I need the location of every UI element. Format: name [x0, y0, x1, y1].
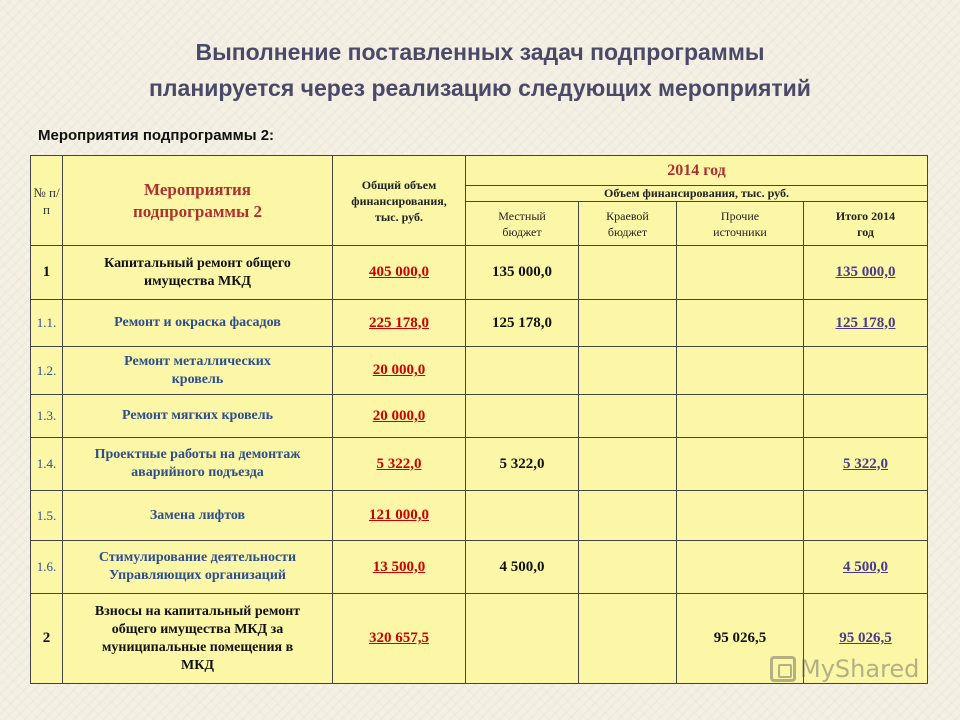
title-line-1: Выполнение поставленных задач подпрограммы — [195, 39, 765, 65]
row-total: 20 000,0 — [333, 395, 466, 438]
row-num: 1.3. — [31, 395, 63, 438]
watermark — [770, 655, 919, 683]
table-caption: Мероприятия подпрограммы 2: — [38, 127, 275, 144]
row-name-label: Проектные работы на демонтаж аварийного подъезда — [94, 447, 301, 480]
row-num: 1.6. — [31, 541, 63, 594]
row-local — [466, 395, 579, 438]
row-name — [63, 594, 333, 684]
header-regional — [579, 202, 677, 246]
row-regional — [579, 438, 677, 491]
row-num: 1.4. — [31, 438, 63, 491]
table-row — [31, 438, 928, 491]
row-total: 5 322,0 — [333, 438, 466, 491]
slide-title — [40, 34, 920, 106]
row-itog: 135 000,0 — [804, 246, 928, 300]
row-regional — [579, 300, 677, 347]
row-local: 4 500,0 — [466, 541, 579, 594]
row-itog: 5 322,0 — [804, 438, 928, 491]
header-regional-label: Краевой бюджет — [606, 208, 649, 239]
row-name — [63, 246, 333, 300]
header-other-label: Прочие источники — [713, 208, 767, 239]
table-row — [31, 541, 928, 594]
row-total: 320 657,5 — [333, 594, 466, 684]
row-local — [466, 594, 579, 684]
row-num: 1.5. — [31, 491, 63, 541]
row-itog: 125 178,0 — [804, 300, 928, 347]
row-total: 121 000,0 — [333, 491, 466, 541]
row-name: Ремонт и окраска фасадов — [63, 300, 333, 347]
row-name — [63, 347, 333, 395]
row-total: 225 178,0 — [333, 300, 466, 347]
row-local: 135 000,0 — [466, 246, 579, 300]
header-events-label: Мероприятия подпрограммы 2 — [132, 179, 262, 221]
row-regional — [579, 541, 677, 594]
row-local: 125 178,0 — [466, 300, 579, 347]
row-regional — [579, 491, 677, 541]
row-regional — [579, 347, 677, 395]
row-total: 13 500,0 — [333, 541, 466, 594]
row-regional — [579, 246, 677, 300]
row-regional — [579, 395, 677, 438]
row-name-label: Стимулирование деятельности Управляющих организаций — [98, 550, 297, 583]
row-regional — [579, 594, 677, 684]
row-itog — [804, 347, 928, 395]
table-row — [31, 347, 928, 395]
row-name-label: Взносы на капитальный ремонт общего имущества МКД за муниципальные помещения в МКД — [94, 603, 301, 673]
table-row — [31, 300, 928, 347]
row-name: Ремонт мягких кровель — [63, 395, 333, 438]
row-other — [677, 246, 804, 300]
row-other: 95 026,5 — [677, 594, 804, 684]
row-other — [677, 438, 804, 491]
row-total: 20 000,0 — [333, 347, 466, 395]
table-row — [31, 491, 928, 541]
header-itog — [804, 202, 928, 246]
row-local — [466, 347, 579, 395]
row-name-label: Ремонт металлических кровель — [124, 353, 271, 387]
header-total-volume-label: Общий объем финансирования, тыс. руб. — [351, 177, 447, 224]
row-num: 1.1. — [31, 300, 63, 347]
row-total: 405 000,0 — [333, 246, 466, 300]
header-total-volume — [333, 156, 466, 246]
header-local-label: Местный бюджет — [498, 208, 546, 239]
row-local: 5 322,0 — [466, 438, 579, 491]
row-itog — [804, 395, 928, 438]
row-other — [677, 491, 804, 541]
table-row — [31, 395, 928, 438]
row-name — [63, 541, 333, 594]
row-itog: 95 026,5 — [804, 594, 928, 684]
header-itog-label: Итого 2014 год — [835, 208, 896, 239]
header-local — [466, 202, 579, 246]
title-line-2: планируется через реализацию следующих мероприятий — [149, 75, 811, 101]
row-itog — [804, 491, 928, 541]
row-num: 1.2. — [31, 347, 63, 395]
row-other — [677, 300, 804, 347]
header-num: № п/п — [31, 156, 63, 246]
row-name — [63, 438, 333, 491]
row-num: 1 — [31, 246, 63, 300]
row-other — [677, 347, 804, 395]
header-other — [677, 202, 804, 246]
presentation-icon — [770, 656, 796, 682]
row-local — [466, 491, 579, 541]
watermark-text: MyShared — [800, 655, 920, 683]
header-year: 2014 год — [466, 156, 928, 186]
events-table — [30, 155, 928, 684]
table-row — [31, 246, 928, 300]
row-name: Замена лифтов — [63, 491, 333, 541]
row-itog: 4 500,0 — [804, 541, 928, 594]
row-other — [677, 541, 804, 594]
row-num: 2 — [31, 594, 63, 684]
header-financing: Объем финансирования, тыс. руб. — [466, 186, 928, 202]
row-other — [677, 395, 804, 438]
row-name-label: Капитальный ремонт общего имущества МКД — [104, 255, 291, 289]
header-events — [63, 156, 333, 246]
